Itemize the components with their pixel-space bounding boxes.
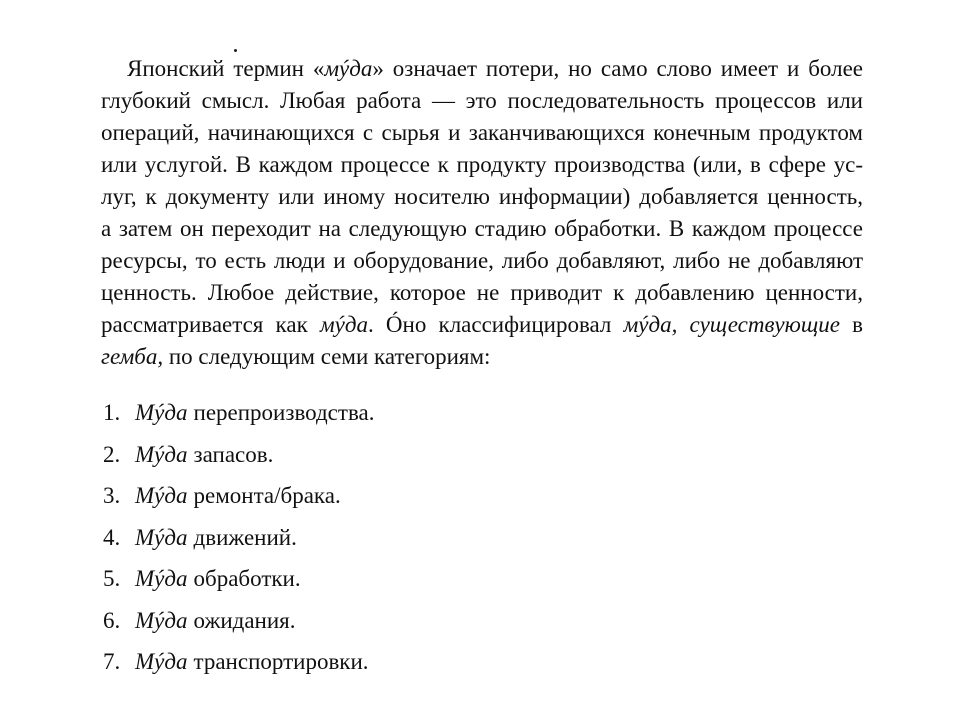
print-speck bbox=[234, 49, 237, 52]
list-item-term: Мýда bbox=[135, 649, 188, 674]
italic-term: мýда bbox=[319, 312, 368, 337]
list-item-term: Мýда bbox=[135, 441, 188, 467]
italic-term: мýда, существующие bbox=[623, 312, 840, 337]
italic-term: мýда bbox=[324, 56, 373, 81]
paragraph-line bbox=[101, 309, 863, 341]
text-segment: Японский термин « bbox=[127, 56, 325, 81]
paragraph-line bbox=[101, 277, 863, 309]
paragraph-line bbox=[101, 213, 863, 245]
paragraph-line bbox=[101, 341, 863, 373]
list-item-text: запасов. bbox=[193, 441, 274, 467]
text-segment: а затем он переходит на следующую стадию обработки. В каждом процессе bbox=[101, 216, 863, 241]
list-item-text: транспортировки. bbox=[193, 649, 369, 674]
list-item bbox=[103, 483, 374, 525]
list-item-number: 3. bbox=[103, 483, 121, 508]
list-item bbox=[103, 525, 374, 567]
list-item-number: 4. bbox=[103, 524, 121, 550]
text-segment: или услугой. В каждом процессе к продукту производства (или, в сфере ус- bbox=[101, 152, 863, 177]
text-segment: по следующим семи категориям: bbox=[163, 344, 491, 369]
text-segment: операций, начинающихся с сырья и заканчивающихся конечным продуктом bbox=[101, 120, 863, 145]
paragraph-line bbox=[101, 181, 863, 213]
list-item bbox=[103, 608, 374, 650]
list-item-text: ремонта/брака. bbox=[193, 483, 341, 508]
italic-term: гемба, bbox=[101, 344, 164, 369]
list-item bbox=[103, 400, 374, 442]
list-item-term: Мýда bbox=[135, 607, 188, 633]
text-segment: глубокий смысл. Любая работа — это последовательность процессов или bbox=[101, 88, 863, 113]
list-item-number: 1. bbox=[103, 400, 121, 425]
list-item bbox=[103, 442, 374, 484]
text-segment: » означает потери, но само слово имеет и более bbox=[372, 56, 863, 81]
list-item-text: движений. bbox=[193, 524, 297, 550]
text-segment: в bbox=[839, 312, 863, 337]
paragraph-line bbox=[101, 117, 863, 149]
list-item-text: обработки. bbox=[193, 566, 301, 591]
muda-categories-list bbox=[103, 400, 374, 691]
list-item-number: 6. bbox=[103, 607, 121, 633]
list-item-term: Мýда bbox=[135, 566, 188, 591]
list-item-text: перепроизводства. bbox=[193, 400, 375, 425]
list-item-term: Мýда bbox=[135, 524, 188, 550]
paragraph-line bbox=[101, 245, 863, 277]
list-item bbox=[103, 649, 374, 691]
body-paragraph bbox=[101, 53, 863, 373]
paragraph-line bbox=[101, 53, 863, 85]
list-item-number: 2. bbox=[103, 441, 121, 467]
paragraph-line bbox=[101, 149, 863, 181]
list-item-term: Мýда bbox=[135, 400, 188, 425]
text-segment: . Óно классифицировал bbox=[367, 312, 624, 337]
paragraph-line bbox=[101, 85, 863, 117]
text-segment: ценность. Любое действие, которое не приводит к добавлению ценности, bbox=[101, 280, 863, 305]
list-item-number: 5. bbox=[103, 566, 121, 591]
list-item-number: 7. bbox=[103, 649, 121, 674]
list-item-text: ожидания. bbox=[193, 607, 296, 633]
list-item-term: Мýда bbox=[135, 483, 188, 508]
text-segment: луг, к документу или иному носителю информации) добавляется ценность, bbox=[101, 184, 863, 209]
text-segment: ресурсы, то есть люди и оборудование, либо добавляют, либо не добавляют bbox=[101, 248, 863, 273]
text-segment: рассматривается как bbox=[101, 312, 320, 337]
list-item bbox=[103, 566, 374, 608]
